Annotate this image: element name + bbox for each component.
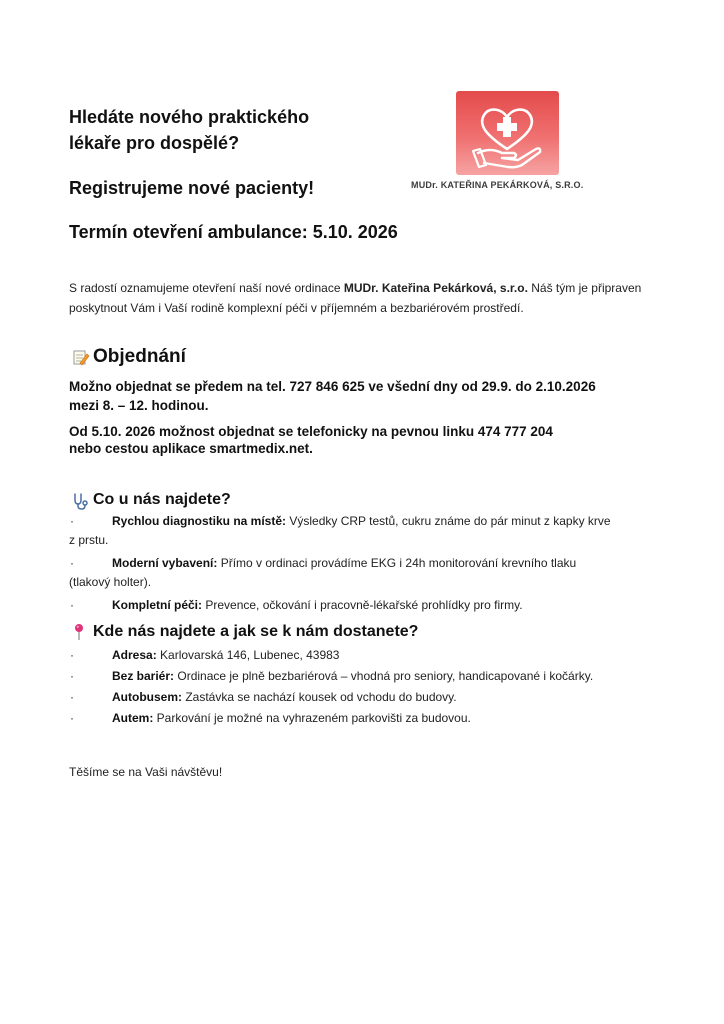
ordering-heading: Objednání [93,346,186,367]
list-item [0,553,724,574]
title-line-2: lékaře pro dospělé? [69,133,240,153]
list-item [0,687,724,708]
bullet: · [70,669,74,683]
stethoscope-icon [72,492,88,510]
list-item-text: Přímo v ordinaci provádíme EKG i 24h monitorování krevního tlaku [217,556,577,570]
bullet: · [70,514,74,528]
opening-date: Termín otevření ambulance: 5.10. 2026 [69,222,398,242]
ordering-line-3: Od 5.10. 2026 možnost objednat se telefonicky na pevnou linku 474 777 204 [69,424,553,439]
intro-paragraph [69,278,669,318]
list-item [0,645,724,666]
intro-text-1: S radostí oznamujeme otevření naší nové ordinace [69,281,344,295]
bullet: · [70,648,74,662]
list-item-label: Kompletní péči: [112,598,203,612]
bullet: · [70,690,74,704]
list-item-label: Moderní vybavení: [112,556,218,570]
list-item [0,708,724,729]
title-line-1: Hledáte nového praktického [69,107,310,127]
ordering-line-2: mezi 8. – 12. hodinou. [69,398,209,413]
list-item-continuation: (tlakový holter). [69,575,152,589]
pin-icon [72,623,86,641]
list-item [0,595,724,616]
intro-clinic-name: MUDr. Kateřina Pekárková, s.r.o. [343,281,528,295]
intro-text-2: Náš tým je připraven poskytnout Vám i Vaší rodině komplexní péči v příjemném a bezbariérovém prostředí. [69,281,642,315]
services-heading: Co u nás najdete? [93,491,231,508]
ordering-line-4: nebo cestou aplikace smartmedix.net. [69,441,313,456]
closing-text: Těšíme se na Vaši návštěvu! [69,765,223,779]
list-item-label: Adresa: [112,648,157,662]
subtitle: Registrujeme nové pacienty! [69,178,315,198]
list-item-text: Karlovarská 146, Lubenec, 43983 [156,648,340,662]
ordering-line-1: Možno objednat se předem na tel. 727 846 625 ve všední dny od 29.9. do 2.10.2026 [69,379,596,394]
list-item-continuation: z prstu. [69,533,109,547]
location-heading: Kde nás najdete a jak se k nám dostanete? [93,623,419,640]
list-item-label: Bez bariér: [112,669,175,683]
list-item [0,666,724,687]
list-item-text: Ordinace je plně bezbariérová – vhodná pro seniory, handicapované i kočárky. [174,669,594,683]
list-item [0,511,724,532]
bullet: · [70,556,74,570]
heart-cross-hand-icon [456,91,559,175]
list-item-text: Výsledky CRP testů, cukru známe do pár minut z kapky krve [286,514,611,528]
list-item-label: Rychlou diagnostiku na místě: [112,514,287,528]
memo-pencil-icon [72,348,90,366]
logo-caption: MUDr. KATEŘINA PEKÁRKOVÁ, S.R.O. [411,180,584,190]
list-item-text: Zastávka se nachází kousek od vchodu do budovy. [182,690,457,704]
logo [456,91,559,175]
bullet: · [70,598,74,612]
list-item-label: Autem: [112,711,154,725]
list-item-label: Autobusem: [112,690,182,704]
bullet: · [70,711,74,725]
list-item-text: Prevence, očkování i pracovně-lékařské prohlídky pro firmy. [202,598,523,612]
list-item-text: Parkování je možné na vyhrazeném parkovišti za budovou. [153,711,471,725]
